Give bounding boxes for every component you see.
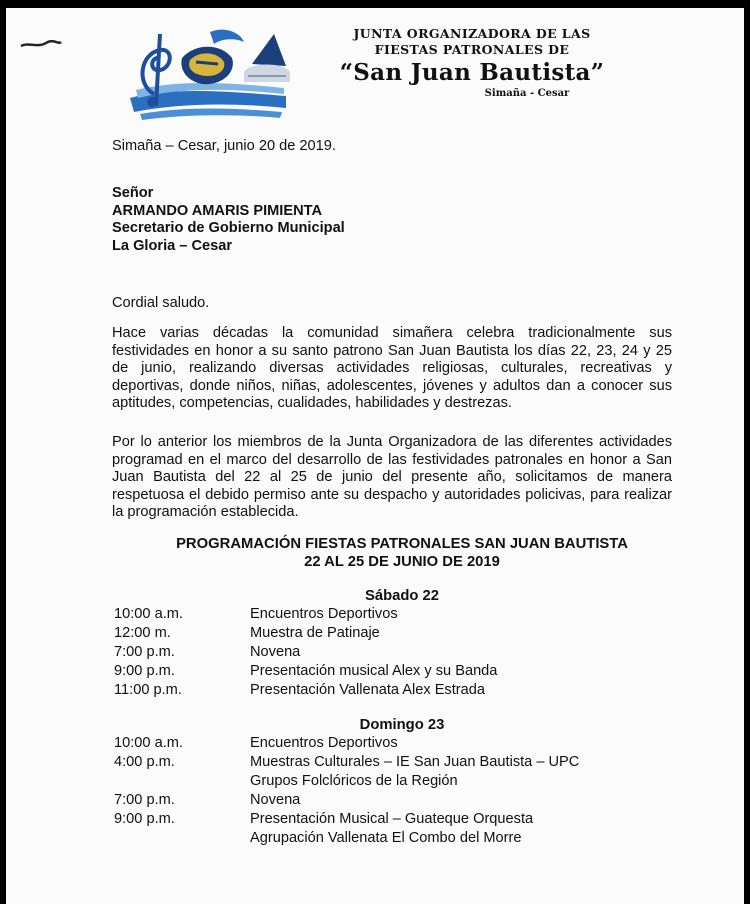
row-activity: Novena <box>250 644 301 660</box>
row-activity: Muestra de Patinaje <box>250 625 380 641</box>
letterhead-title: “San Juan Bautista” <box>339 59 605 86</box>
letterhead-location: Simaña - Cesar <box>484 88 570 99</box>
row-time: 10:00 a.m. <box>114 735 183 751</box>
row-time: 7:00 p.m. <box>114 792 175 808</box>
row-activity: Encuentros Deportivos <box>250 606 398 622</box>
row-time: 9:00 p.m. <box>114 663 175 679</box>
row-time: 7:00 p.m. <box>114 644 175 660</box>
day-title-saturday: Sábado 22 <box>364 588 439 604</box>
recipient-position: Secretario de Gobierno Municipal <box>112 220 345 236</box>
row-activity: Encuentros Deportivos <box>250 735 398 751</box>
greeting: Cordial saludo. <box>112 295 210 311</box>
festival-logo <box>126 24 294 120</box>
day-title-sunday: Domingo 23 <box>359 717 445 733</box>
program-title-line-2: 22 AL 25 DE JUNIO DE 2019 <box>304 554 500 570</box>
program-title <box>112 535 692 571</box>
row-activity: Novena <box>250 792 301 808</box>
recipient-name: ARMANDO AMARIS PIMIENTA <box>112 202 322 219</box>
row-time: 4:00 p.m. <box>114 754 175 770</box>
letter-date: Simaña – Cesar, junio 20 de 2019. <box>112 138 336 154</box>
ink-mark <box>20 40 62 49</box>
letterhead-line-1: JUNTA ORGANIZADORA DE LAS <box>353 26 591 41</box>
recipient-salutation: Señor <box>112 185 154 201</box>
row-time: 12:00 m. <box>114 625 171 641</box>
recipient-block <box>112 185 672 255</box>
row-activity: Presentación musical Alex y su Banda <box>250 663 498 679</box>
row-time: 10:00 a.m. <box>114 606 183 622</box>
row-time: 9:00 p.m. <box>114 811 175 827</box>
paragraph-1: Hace varias décadas la comunidad simañera celebra tradicionalmente sus festividades en honor a su santo patrono San Juan Bautista los días 22, 23, 24 y 25 de junio, realizando diversas actividades religiosas, culturales, recreativas y deportivas, donde niños, niñas, adolescentes, jóvenes y adultos dan a conocer sus aptitudes, competencias, cualidades, habilidades y destrezas. <box>112 325 672 411</box>
row-activity: Presentación Vallenata Alex Estrada <box>250 682 485 698</box>
letter-page <box>6 8 744 904</box>
row-time: 11:00 p.m. <box>114 682 182 698</box>
row-activity: Presentación Musical – Guateque Orquesta <box>250 811 534 827</box>
row-activity: Grupos Folclóricos de la Región <box>250 773 458 789</box>
letterhead-line-2: FIESTAS PATRONALES DE <box>374 42 570 57</box>
letterhead <box>302 26 642 101</box>
row-activity: Agrupación Vallenata El Combo del Morre <box>250 830 522 846</box>
paragraph-2: Por lo anterior los miembros de la Junta Organizadora de las diferentes actividades programad en el marco del desarrollo de las festividades patronales en honor a San Juan Bautista del 22 al 25 de junio del presente año, solicitamos de manera respetuosa el debido permiso ante su despacho y autoridades policivas, para realizar la programación establecida. <box>112 434 672 520</box>
program-title-line-1: PROGRAMACIÓN FIESTAS PATRONALES SAN JUAN BAUTISTA <box>176 536 628 552</box>
row-activity: Muestras Culturales – IE San Juan Bautista – UPC <box>250 754 580 770</box>
recipient-location: La Gloria – Cesar <box>112 237 233 254</box>
